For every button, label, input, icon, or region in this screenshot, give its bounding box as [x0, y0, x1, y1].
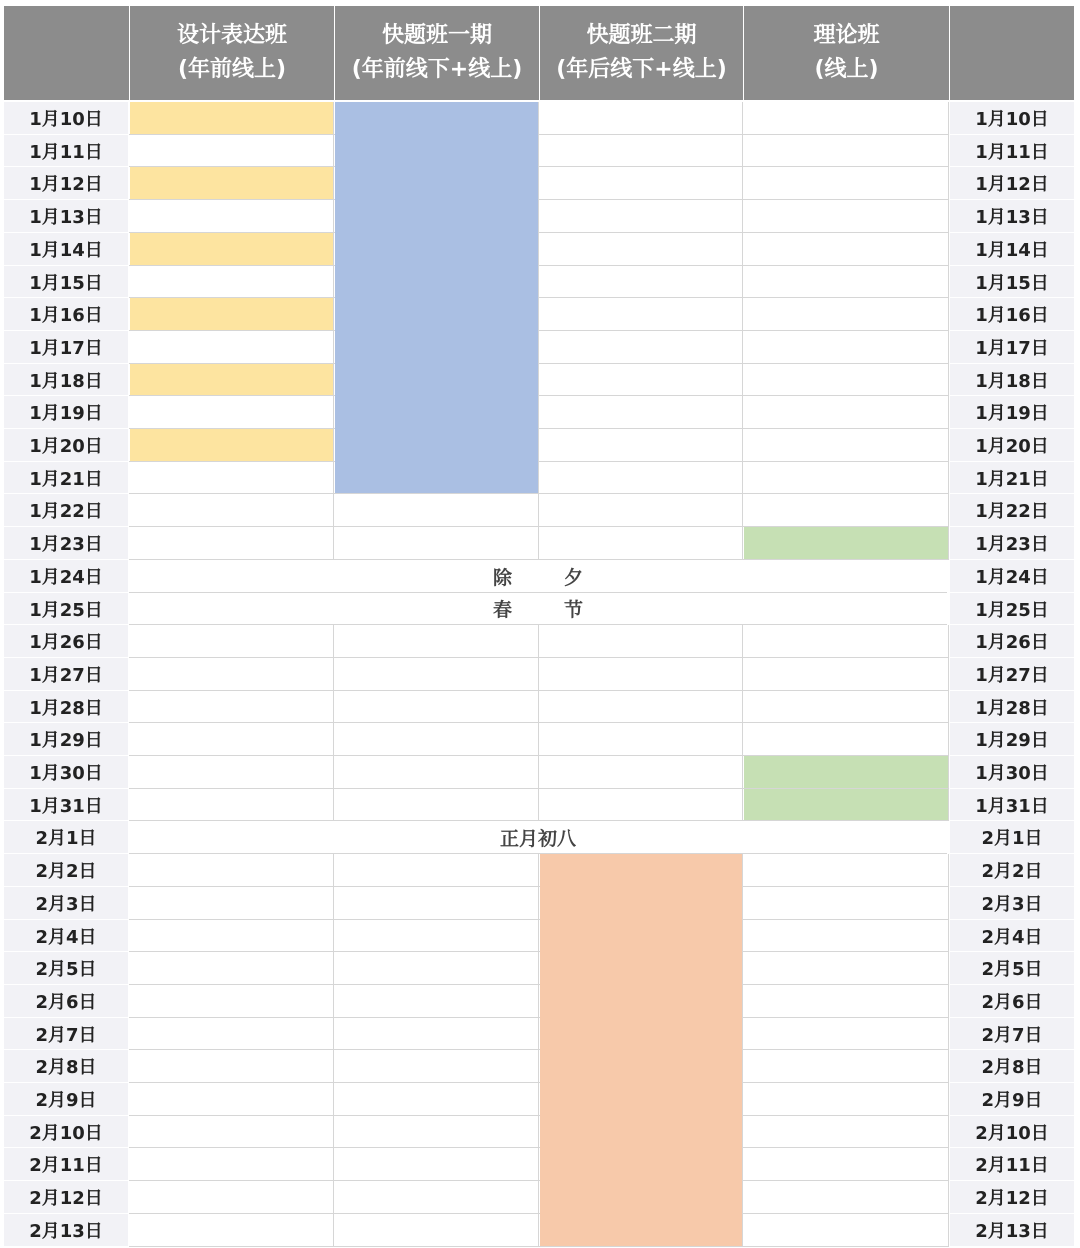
schedule-cell	[129, 952, 334, 985]
holiday-row	[129, 560, 947, 593]
date-label-right: 2月12日	[950, 1181, 1074, 1214]
schedule-cell	[334, 494, 539, 527]
schedule-cell	[129, 756, 334, 789]
date-label-right: 1月18日	[950, 364, 1074, 396]
schedule-cell	[743, 396, 949, 429]
column-header	[540, 6, 743, 100]
date-label-right: 1月16日	[950, 298, 1074, 331]
schedule-cell	[334, 1050, 539, 1083]
schedule-cell	[334, 756, 539, 789]
date-label-right: 1月31日	[950, 789, 1074, 821]
date-label: 2月12日	[4, 1181, 128, 1214]
schedule-cell	[743, 691, 949, 723]
schedule-cell	[743, 625, 949, 658]
schedule-cell	[129, 494, 334, 527]
date-label-right: 1月29日	[950, 723, 1074, 756]
schedule-cell	[539, 364, 743, 396]
schedule-cell	[334, 658, 539, 691]
date-label: 2月2日	[4, 854, 128, 887]
date-label: 2月1日	[4, 821, 128, 854]
design-class-session	[130, 167, 333, 199]
schedule-cell	[743, 985, 949, 1018]
schedule-cell	[129, 625, 334, 658]
date-label-right: 1月24日	[950, 560, 1074, 593]
schedule-cell	[743, 1214, 949, 1247]
header-line-2: (年前线上)	[177, 57, 287, 82]
express-class-1-period	[335, 102, 538, 493]
schedule-cell	[743, 298, 949, 331]
schedule-cell	[539, 102, 743, 135]
column-header	[130, 6, 334, 100]
date-label: 1月30日	[4, 756, 128, 789]
header-line-1: 快题班二期	[586, 23, 697, 48]
schedule-cell	[743, 102, 949, 135]
schedule-cell	[539, 527, 743, 560]
schedule-cell	[743, 952, 949, 985]
schedule-cell	[539, 396, 743, 429]
date-label: 1月16日	[4, 298, 128, 331]
holiday-text: 节	[564, 599, 584, 621]
schedule-cell	[129, 331, 334, 364]
schedule-cell	[129, 887, 334, 920]
date-label-right: 1月27日	[950, 658, 1074, 691]
holiday-row	[129, 593, 947, 625]
date-label-right: 2月5日	[950, 952, 1074, 985]
date-label: 1月25日	[4, 593, 128, 625]
column-header	[4, 6, 129, 100]
schedule-cell	[334, 985, 539, 1018]
date-label-right: 1月23日	[950, 527, 1074, 560]
schedule-cell	[743, 429, 949, 462]
date-label: 2月7日	[4, 1018, 128, 1050]
schedule-cell	[129, 1181, 334, 1214]
schedule-cell	[129, 527, 334, 560]
date-label-right: 1月10日	[950, 102, 1074, 135]
date-label: 1月18日	[4, 364, 128, 396]
design-class-session	[130, 298, 333, 330]
schedule-cell	[743, 658, 949, 691]
header-line-2: (年前线下+线上)	[351, 57, 523, 82]
schedule-cell	[334, 887, 539, 920]
schedule-cell	[743, 462, 949, 494]
schedule-cell	[539, 691, 743, 723]
schedule-cell	[539, 625, 743, 658]
date-label: 1月22日	[4, 494, 128, 527]
schedule-cell	[129, 1083, 334, 1116]
header-line-1: 快题班一期	[381, 23, 492, 48]
date-label: 1月26日	[4, 625, 128, 658]
date-label: 1月12日	[4, 167, 128, 200]
schedule-cell	[129, 135, 334, 167]
schedule-cell	[129, 266, 334, 298]
schedule-cell	[129, 1148, 334, 1181]
design-class-session	[130, 429, 333, 461]
date-label-right: 1月17日	[950, 331, 1074, 364]
date-label-right: 1月11日	[950, 135, 1074, 167]
schedule-cell	[334, 789, 539, 821]
date-label: 1月21日	[4, 462, 128, 494]
schedule-cell	[334, 527, 539, 560]
column-header	[950, 6, 1074, 100]
schedule-cell	[129, 396, 334, 429]
schedule-cell	[334, 920, 539, 952]
date-label-right: 1月13日	[950, 200, 1074, 233]
schedule-cell	[743, 364, 949, 396]
schedule-cell	[334, 1116, 539, 1148]
theory-class-session	[744, 789, 948, 820]
schedule-cell	[743, 1116, 949, 1148]
schedule-cell	[539, 135, 743, 167]
date-label-right: 2月2日	[950, 854, 1074, 887]
schedule-cell	[743, 266, 949, 298]
date-label-right: 2月7日	[950, 1018, 1074, 1050]
date-label-right: 1月25日	[950, 593, 1074, 625]
date-label: 2月4日	[4, 920, 128, 952]
schedule-cell	[539, 658, 743, 691]
schedule-cell	[743, 494, 949, 527]
schedule-cell	[334, 691, 539, 723]
theory-class-session	[744, 527, 948, 559]
schedule-cell	[539, 298, 743, 331]
schedule-cell	[743, 920, 949, 952]
schedule-cell	[539, 331, 743, 364]
schedule-cell	[743, 331, 949, 364]
date-label: 1月24日	[4, 560, 128, 593]
date-label-right: 1月22日	[950, 494, 1074, 527]
schedule-cell	[334, 952, 539, 985]
date-label: 1月28日	[4, 691, 128, 723]
date-label: 1月19日	[4, 396, 128, 429]
schedule-cell	[743, 1181, 949, 1214]
date-label-right: 2月3日	[950, 887, 1074, 920]
schedule-cell	[743, 135, 949, 167]
date-label-right: 2月10日	[950, 1116, 1074, 1148]
date-label-right: 1月19日	[950, 396, 1074, 429]
date-label-right: 2月4日	[950, 920, 1074, 952]
schedule-cell	[743, 1018, 949, 1050]
schedule-cell	[539, 494, 743, 527]
schedule-cell	[743, 233, 949, 266]
date-label-right: 1月21日	[950, 462, 1074, 494]
schedule-cell	[334, 854, 539, 887]
schedule-cell	[129, 1214, 334, 1247]
schedule-cell	[334, 625, 539, 658]
holiday-text: 夕	[564, 566, 584, 589]
schedule-cell	[539, 266, 743, 298]
date-label: 2月13日	[4, 1214, 128, 1247]
date-label-right: 1月20日	[950, 429, 1074, 462]
schedule-cell	[539, 756, 743, 789]
schedule-cell	[129, 789, 334, 821]
schedule-cell	[539, 429, 743, 462]
holiday-text: 除	[492, 566, 512, 589]
date-label-right: 1月30日	[950, 756, 1074, 789]
schedule-cell	[539, 233, 743, 266]
schedule-cell	[129, 723, 334, 756]
schedule-cell	[129, 1116, 334, 1148]
schedule-cell	[129, 658, 334, 691]
date-label-right: 2月6日	[950, 985, 1074, 1018]
date-label-right: 1月15日	[950, 266, 1074, 298]
header-line-2: (年后线下+线上)	[556, 57, 727, 82]
schedule-cell	[743, 854, 949, 887]
schedule-cell	[539, 789, 743, 821]
schedule-cell	[334, 1214, 539, 1247]
schedule-cell	[129, 920, 334, 952]
schedule-cell	[129, 691, 334, 723]
date-label-right: 2月8日	[950, 1050, 1074, 1083]
date-label: 2月8日	[4, 1050, 128, 1083]
schedule-cell	[129, 462, 334, 494]
holiday-text: 春	[492, 599, 512, 621]
date-label: 1月29日	[4, 723, 128, 756]
schedule-cell	[129, 1018, 334, 1050]
schedule-cell	[539, 462, 743, 494]
express-class-2-period	[540, 854, 742, 1246]
schedule-cell	[334, 1148, 539, 1181]
date-label: 1月11日	[4, 135, 128, 167]
date-label: 2月9日	[4, 1083, 128, 1116]
date-label-right: 1月26日	[950, 625, 1074, 658]
header-line-1: 设计表达班	[176, 23, 287, 48]
schedule-cell	[539, 723, 743, 756]
date-label: 1月20日	[4, 429, 128, 462]
date-label-right: 1月14日	[950, 233, 1074, 266]
date-label: 2月11日	[4, 1148, 128, 1181]
design-class-session	[130, 102, 333, 134]
schedule-cell	[743, 1148, 949, 1181]
schedule-cell	[743, 1083, 949, 1116]
schedule-cell	[539, 167, 743, 200]
date-label-right: 1月12日	[950, 167, 1074, 200]
date-label: 1月15日	[4, 266, 128, 298]
header-line-1: 理论班	[813, 23, 880, 48]
column-header	[335, 6, 539, 100]
date-label-right: 2月11日	[950, 1148, 1074, 1181]
holiday-text: 正月初八	[499, 827, 576, 850]
schedule-cell	[334, 723, 539, 756]
schedule-cell	[743, 1050, 949, 1083]
schedule-cell	[743, 167, 949, 200]
schedule-cell	[334, 1083, 539, 1116]
date-label: 1月31日	[4, 789, 128, 821]
date-label: 2月3日	[4, 887, 128, 920]
holiday-row	[129, 821, 947, 854]
date-label-right: 1月28日	[950, 691, 1074, 723]
date-label: 1月27日	[4, 658, 128, 691]
date-label-right: 2月1日	[950, 821, 1074, 854]
date-label-right: 2月13日	[950, 1214, 1074, 1247]
schedule-cell	[539, 200, 743, 233]
theory-class-session	[744, 756, 948, 788]
schedule-cell	[129, 1050, 334, 1083]
schedule-cell	[743, 723, 949, 756]
header-line-2: (线上)	[814, 57, 879, 82]
date-label: 2月10日	[4, 1116, 128, 1148]
schedule-cell	[743, 887, 949, 920]
schedule-cell	[129, 985, 334, 1018]
date-label: 2月6日	[4, 985, 128, 1018]
design-class-session	[130, 233, 333, 265]
schedule-cell	[334, 1018, 539, 1050]
design-class-session	[130, 364, 333, 395]
date-label: 1月10日	[4, 102, 128, 135]
schedule-cell	[334, 1181, 539, 1214]
date-label: 1月17日	[4, 331, 128, 364]
date-label: 1月23日	[4, 527, 128, 560]
column-header	[744, 6, 949, 100]
date-label-right: 2月9日	[950, 1083, 1074, 1116]
schedule-cell	[129, 854, 334, 887]
schedule-cell	[129, 200, 334, 233]
date-label: 1月14日	[4, 233, 128, 266]
date-label: 1月13日	[4, 200, 128, 233]
schedule-cell	[743, 200, 949, 233]
date-label: 2月5日	[4, 952, 128, 985]
